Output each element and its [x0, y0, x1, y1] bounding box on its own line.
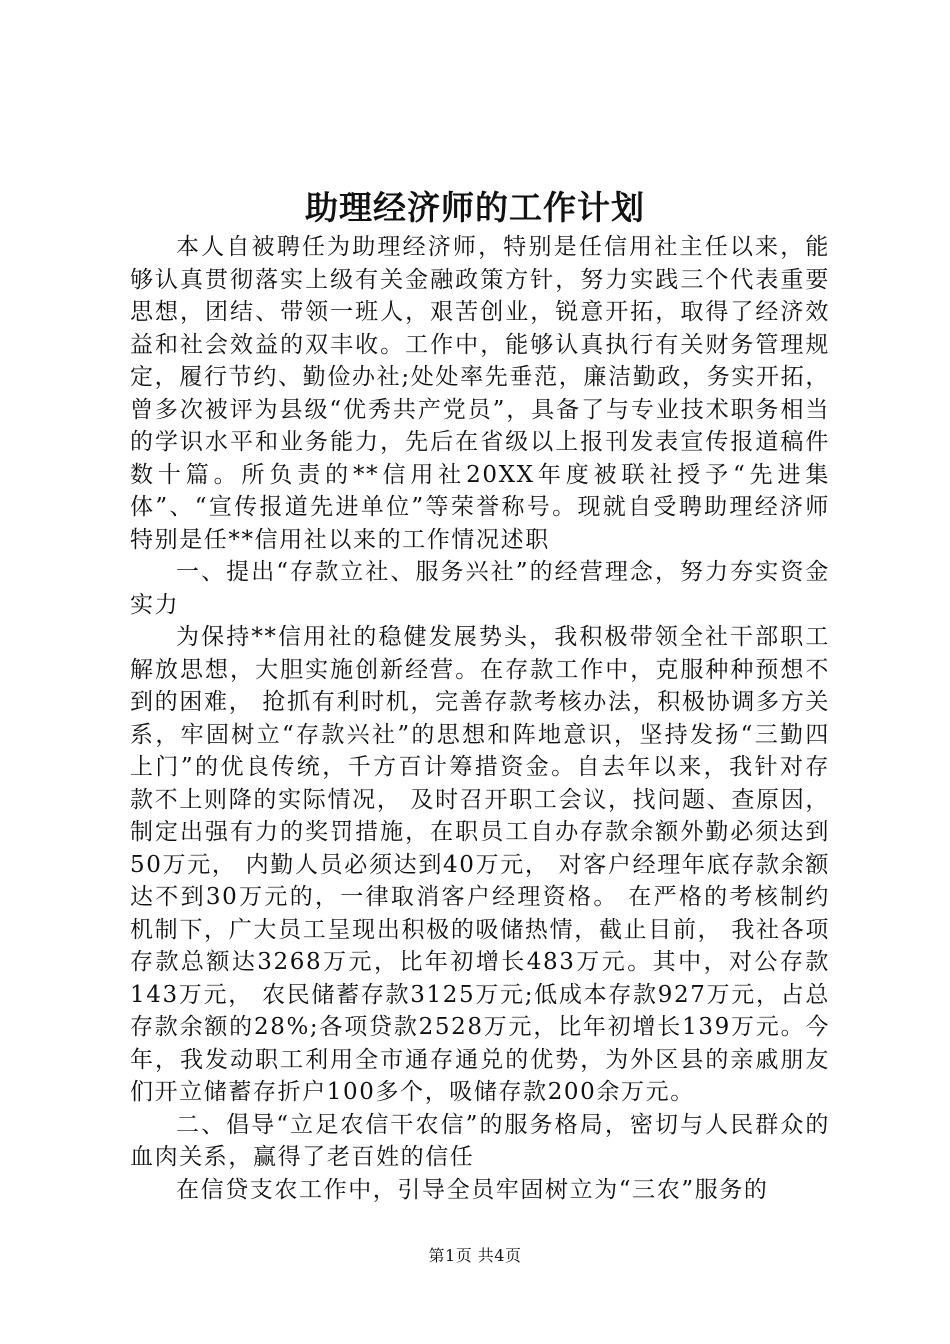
paragraph-section-2: 在信贷支农工作中，引导全员牢固树立为“三农”服务的	[176, 1176, 769, 1203]
document-body	[130, 231, 830, 1206]
paragraph-section-1: 为保持**信用社的稳健发展势头，我积极带领全社干部职工解放思想，大胆实施创新经营。在存款工作中，克服种种预想不到的困难， 抢抓有利时机，完善存款考核办法，积极协调多方关系，牢固树立“存款兴社”的思想和阵地意识，坚持发扬“三勤四上门”的优良传统，千方百计筹措资金。自去年以来，我针对存款不上则降的实际情况， 及时召开职工会议，找问题、查原因， 制定出强有力的奖罚措施，在职员工自办存款余额外勤必须达到50万元， 内勤人员必须达到40万元， 对客户经理年底存款余额达不到30万元的，一律取消客户经理资格。 在严格的考核制约机制下，广大员工呈现出积极的吸储热情，截止目前， 我社各项存款总额达3268万元，比年初增长483万元。其中，对公存款143万元， 农民储蓄存款3125万元;低成本存款927万元，占总存款余额的28%;各项贷款2528万元，比年初增长139万元。今年，我发动职工利用全市通存通兑的优势，为外区县的亲戚朋友们开立储蓄存折户100多个，吸储存款200余万元。	[130, 624, 830, 1105]
section-heading-1: 一、提出“存款立社、服务兴社”的经营理念，努力夯实资金实力	[130, 559, 830, 618]
paragraph-intro: 本人自被聘任为助理经济师，特别是任信用社主任以来，能够认真贯彻落实上级有关金融政策方针，努力实践三个代表重要思想，团结、带领一班人，艰苦创业，锐意开拓，取得了经济效益和社会效益的双丰收。工作中，能够认真执行有关财务管理规定，履行节约、勤俭办社;处处率先垂范，廉洁勤政，务实开拓，曾多次被评为县级“优秀共产党员”，具备了与专业技术职务相当的学识水平和业务能力，先后在省级以上报刊发表宣传报道稿件数十篇。所负责的**信用社20XX年度被联社授予“先进集体”、“宣传报道先进单位”等荣誉称号。现就自受聘助理经济师特别是任**信用社以来的工作情况述职	[130, 234, 830, 553]
section-heading-2: 二、倡导“立足农信干农信”的服务格局，密切与人民群众的血肉关系，赢得了老百姓的信任	[130, 1111, 830, 1170]
document-title: 助理经济师的工作计划	[305, 188, 645, 227]
page-footer: 第1页 共4页	[428, 1246, 522, 1265]
